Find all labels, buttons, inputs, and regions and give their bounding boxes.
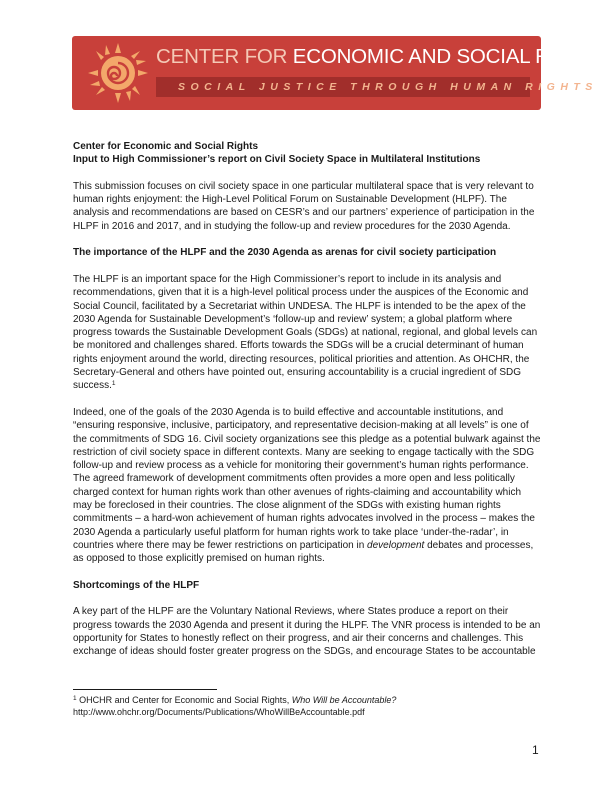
agenda-paragraph-emphasis: development [367,539,425,551]
footnote-title: Who Will be Accountable? [291,695,397,705]
header-banner [72,36,612,110]
footnote [73,695,541,718]
intro-paragraph: This submission focuses on civil society space in one particular multilateral space that is very relevant to human rights enjoyment: the High-Level Political Forum on Sustainable Development (HLPF). The analysis and recommendations are based on CESR’s and our partners’ experience of participation in the HLPF in 2016 and 2017, and in studying the follow-up and review procedures for the 2030 Agenda. [73,180,535,232]
vnr-paragraph: A key part of the HLPF are the Voluntary National Reviews, where States produce a report on their progress towards the 2030 Agenda and present it during the HLPF. The VNR process is intended to be an opportunity for States to honestly reflect on their progress, and air their concerns and challenges. This exchange of ideas should foster greater progress on the SDGs, and encourage States to be accountable [73,606,541,658]
section-heading-importance: The importance of the HLPF and the 2030 Agenda as arenas for civil society participation [73,247,497,259]
section-heading-shortcomings: Shortcomings of the HLPF [73,579,200,591]
agenda-paragraph-text-a: Indeed, one of the goals of the 2030 Agenda is to build effective and accountable institutions, and “ensuring responsive, inclusive, participatory, and representative decision-making at all levels” is one of the commitments of SDG 16. Civil society organizations see this pledge as a potential bulwark against the restriction of civil society space in different contexts. Many are seeking to engage tactically with the SDG follow-up and review process as a vehicle for monitoring their government’s human rights performance. The agreed framework of development commitments often provides a more open and less politically charged context for human rights work than other avenues of rights-claiming and accountability which may be foreclosed in their countries. The close alignment of the SDGs with existing human rights commitments – a hard-won achievement of human rights advocates involved in the process – makes the 2030 Agenda a particularly useful platform for human rights work to take place ‘under-the-radar’, in countries where there may be fewer restrictions on participation in [73,406,541,551]
agenda-paragraph [73,406,541,566]
banner-tagline: SOCIAL JUSTICE THROUGH HUMAN RIGHTS [156,77,530,97]
hlpf-paragraph [73,273,541,393]
banner-title-part2: ECONOMIC AND SOCIAL RIGHTS [292,45,612,68]
banner-title-part1: CENTER FOR [156,45,293,68]
document-subtitle: Input to High Commissioner’s report on Civil Society Space in Multilateral Institutions [73,154,481,166]
footnote-number: 1 [73,695,77,702]
hlpf-paragraph-text: The HLPF is an important space for the High Commissioner’s report to include in its analysis and recommendations, given that it is a high-level political process under the auspices of the Economic and Social Council, facilitated by a Secretariat within UNDESA. The HLPF is intended to be the apex of the 2030 Agenda for Sustainable Development’s ‘follow-up and review’ system; a global platform where progress towards the Sustainable Development Goals (SDGs) at national, regional, and global levels can be monitored and challenges shared. Efforts towards the SDGs will be a crucial determinant of human rights enjoyment around the world, directing resources, political priorities and attention. As OHCHR, the Secretary-General and others have pointed out, ensuring accountability is a crucial ingredient of SDG success. [73,273,538,392]
footnote-reference[interactable]: 1 [111,380,116,388]
org-name: Center for Economic and Social Rights [73,141,259,152]
page-number: 1 [532,743,539,757]
document-body [73,140,541,659]
footnote-url[interactable]: http://www.ohchr.org/Documents/Publications/WhoWillBeAccountable.pdf [73,706,365,717]
footnote-divider [73,689,217,690]
footnote-line [73,695,541,707]
cesr-logo-icon [84,39,152,107]
footnote-text: OHCHR and Center for Economic and Social Rights, [76,695,292,705]
agenda-paragraph-text-b: debates and processes, as opposed to those explicitly premised on human rights. [73,539,534,565]
banner-title [156,45,611,69]
